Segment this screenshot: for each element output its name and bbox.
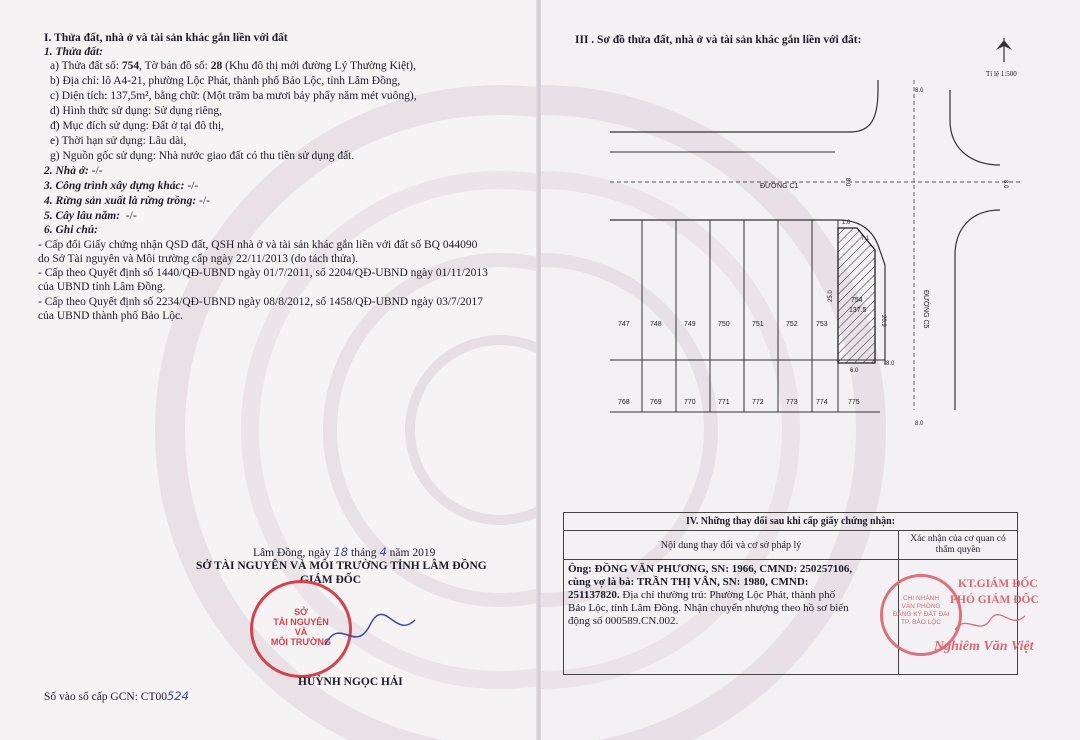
- usage-purpose-line: đ) Mục đích sử dụng: Đất ở tại đô thị,: [50, 120, 224, 132]
- note-2b: của UBND tỉnh Lâm Đồng.: [38, 281, 166, 293]
- lot-771: 771: [718, 399, 730, 406]
- lot-750: 750: [718, 321, 730, 328]
- stamp-line-4: MÔI TRƯỜNG: [270, 637, 332, 647]
- register-handwritten: 524: [166, 689, 189, 703]
- usage-form-line: d) Hình thức sử dụng: Sử dụng riêng,: [50, 105, 223, 117]
- lot-747: 747: [618, 321, 630, 328]
- dim-7: 8.0: [915, 88, 924, 94]
- note-3a: - Cấp theo Quyết định số 2234/QĐ-UBND ngày 08/8/2012, số 1458/QĐ-UBND ngày 03/7/2017: [38, 296, 483, 308]
- issuing-agency: SỞ TÀI NGUYÊN VÀ MÔI TRƯỜNG TỈNH LÂM ĐỒNG: [196, 560, 487, 572]
- area-line: c) Diện tích: 137,5m², bằng chữ: (Một trăm ba mươi bảy phẩy năm mét vuông),: [50, 90, 417, 102]
- diagram-title: III . Sơ đồ thửa đất, nhà ở và tài sản khác gắn liền với đất:: [575, 34, 862, 46]
- usage-origin-line: g) Nguồn gốc sử dụng: Nhà nước giao đất có thu tiền sử dụng đất.: [50, 150, 355, 162]
- section-header-text: Thửa đất, nhà ở và tài sản khác gắn liền với đất: [54, 32, 288, 44]
- house-value: -/-: [91, 165, 103, 177]
- changes-entry: [564, 560, 899, 675]
- note-1b: do Sở Tài nguyên và Môi trường cấp ngày 22/11/2013 (do tách thửa).: [38, 253, 359, 265]
- register-number: [44, 690, 189, 704]
- lot-749: 749: [684, 321, 696, 328]
- notes-title: 6. Ghi chú:: [44, 224, 98, 236]
- register-prefix: Số vào sổ cấp GCN: CT00: [44, 691, 167, 703]
- plot-number: 754: [121, 60, 140, 72]
- map-sheet-label: , Tờ bản đồ số:: [139, 60, 211, 72]
- road-c1-label: ĐƯỜNG C1: [760, 183, 799, 190]
- perennial-label: 5. Cây lâu năm:: [44, 210, 121, 222]
- lot-752: 752: [786, 321, 798, 328]
- parcel-diagram: [560, 80, 1030, 440]
- entry-line-3: [568, 589, 894, 602]
- house-label: 2. Nhà ở:: [44, 165, 89, 177]
- entry-line-4: Bảo Lộc, tỉnh Lâm Đồng. Nhận chuyển nhượng theo hồ sơ biến: [568, 602, 849, 614]
- map-sheet-area: (Khu đô thị mới đường Lý Thường Kiệt),: [222, 60, 416, 72]
- dim-2: 7.1: [861, 236, 870, 242]
- lot-751: 751: [752, 321, 764, 328]
- date-year: năm 2019: [389, 547, 436, 559]
- dim-8: 8.0: [915, 421, 924, 427]
- house-line: [44, 165, 103, 178]
- stamp-line-1: SỞ: [294, 607, 308, 617]
- north-arrow-icon: [984, 36, 1024, 66]
- perennial-line: [44, 210, 137, 223]
- land-plot-title: 1. Thửa đất:: [44, 46, 103, 58]
- dim-4: 20.9: [880, 315, 886, 327]
- construction-line: [44, 180, 198, 193]
- usage-term-line: e) Thời hạn sử dụng: Lâu dài,: [50, 135, 187, 147]
- dim-6: 8.0: [886, 361, 895, 367]
- signer-name: HUỲNH NGỌC HẢI: [298, 676, 403, 688]
- entry-line-5: động số 000589.CN.002.: [568, 615, 679, 627]
- entry-id-number: 251137820.: [568, 589, 620, 601]
- entry-line-2: cùng vợ là bà: TRẦN THỊ VÂN, SN: 1980, CMND:: [568, 576, 809, 588]
- plot-number-line: [50, 60, 416, 73]
- signer-position: GIÁM ĐỐC: [300, 574, 362, 586]
- right-stamp-line-1: CHI NHÁNH: [902, 595, 940, 602]
- changes-col-confirm: Xác nhận của cơ quan có thẩm quyền: [899, 531, 1018, 560]
- entry-address: Địa chỉ thường trú: Phường Lộc Phát, thành phố: [619, 589, 836, 601]
- left-signature: [320, 610, 420, 660]
- lot-774: 774: [816, 399, 828, 406]
- lot-770: 770: [684, 399, 696, 406]
- lot-748: 748: [650, 321, 662, 328]
- changes-header-row: [564, 531, 1018, 560]
- forest-value: -/-: [199, 195, 210, 207]
- section-header: [44, 32, 288, 45]
- date-month: 4: [379, 545, 387, 559]
- lot-772: 772: [752, 399, 764, 406]
- changes-title-row: [564, 513, 1018, 531]
- section-header-prefix: I.: [44, 32, 55, 44]
- parcel-754-number: 754: [851, 297, 863, 304]
- stamp-line-2: TÀI NGUYÊN: [273, 617, 329, 627]
- construction-value: -/-: [187, 180, 199, 192]
- forest-line: [44, 195, 210, 208]
- note-1a: - Cấp đổi Giấy chứng nhận QSD đất, QSH nhà ở và tài sản khác gắn liền với đất số BQ 044090: [38, 239, 478, 251]
- changes-col-content: Nội dung thay đổi và cơ sở pháp lý: [564, 531, 899, 560]
- road-c5-label: ĐƯỜNG C5: [922, 290, 929, 329]
- lot-769: 769: [650, 399, 662, 406]
- parcel-754-area: 137.5: [849, 307, 867, 314]
- right-stamp-line-3: ĐĂNG KÝ ĐẤT ĐAI: [892, 611, 950, 618]
- dim-3: 25.0: [828, 290, 834, 302]
- stamp-line-3: VÀ: [294, 627, 308, 637]
- issue-date: [253, 546, 435, 560]
- right-signature: [950, 608, 1030, 638]
- note-3b: của UBND thành phố Bảo Lộc.: [38, 310, 183, 322]
- map-sheet-number: 28: [210, 60, 223, 72]
- right-signer-name: Nghiêm Văn Việt: [934, 639, 1034, 654]
- date-prefix: Lâm Đồng, ngày: [253, 547, 331, 559]
- scale-label: Tỉ lệ 1:500: [986, 70, 1017, 78]
- dim-1: 1.0: [842, 220, 851, 226]
- perennial-value: -/-: [125, 210, 137, 222]
- note-2a: - Cấp theo Quyết định số 1440/QĐ-UBND ngày 01/7/2011, số 2204/QĐ-UBND ngày 01/11/2013: [38, 267, 488, 279]
- stamp-title-2: PHÓ GIÁM ĐỐC: [950, 594, 1039, 606]
- lot-753: 753: [816, 321, 828, 328]
- date-day: 18: [333, 545, 349, 559]
- dim-10: 8.0: [844, 178, 850, 187]
- lot-775: 775: [848, 399, 860, 406]
- right-stamp-text: [883, 595, 959, 627]
- changes-title: IV. Những thay đổi sau khi cấp giấy chứng nhận:: [564, 513, 1018, 531]
- parcel-754-shape: [838, 228, 875, 363]
- lot-773: 773: [786, 399, 798, 406]
- stamp-title-1: KT.GIÁM ĐỐC: [958, 578, 1038, 590]
- address-line: b) Địa chỉ: lô A4-21, phường Lộc Phát, thành phố Bảo Lộc, tỉnh Lâm Đồng,: [50, 75, 401, 87]
- dim-5: 6.0: [850, 368, 859, 374]
- right-stamp-line-2: VĂN PHÒNG: [901, 603, 941, 610]
- date-month-label: tháng: [351, 547, 377, 559]
- lot-768: 768: [618, 399, 630, 406]
- forest-label: 4. Rừng sản xuất là rừng trồng:: [44, 195, 197, 207]
- right-stamp-line-4: TP. BẢO LỘC: [901, 619, 941, 626]
- construction-label: 3. Công trình xây dựng khác:: [44, 180, 185, 192]
- entry-line-1: Ông: ĐỒNG VĂN PHƯƠNG, SN: 1966, CMND: 250257106,: [568, 563, 853, 575]
- dim-9: 8.0: [1002, 180, 1008, 189]
- plot-number-label: a) Thửa đất số:: [50, 60, 122, 72]
